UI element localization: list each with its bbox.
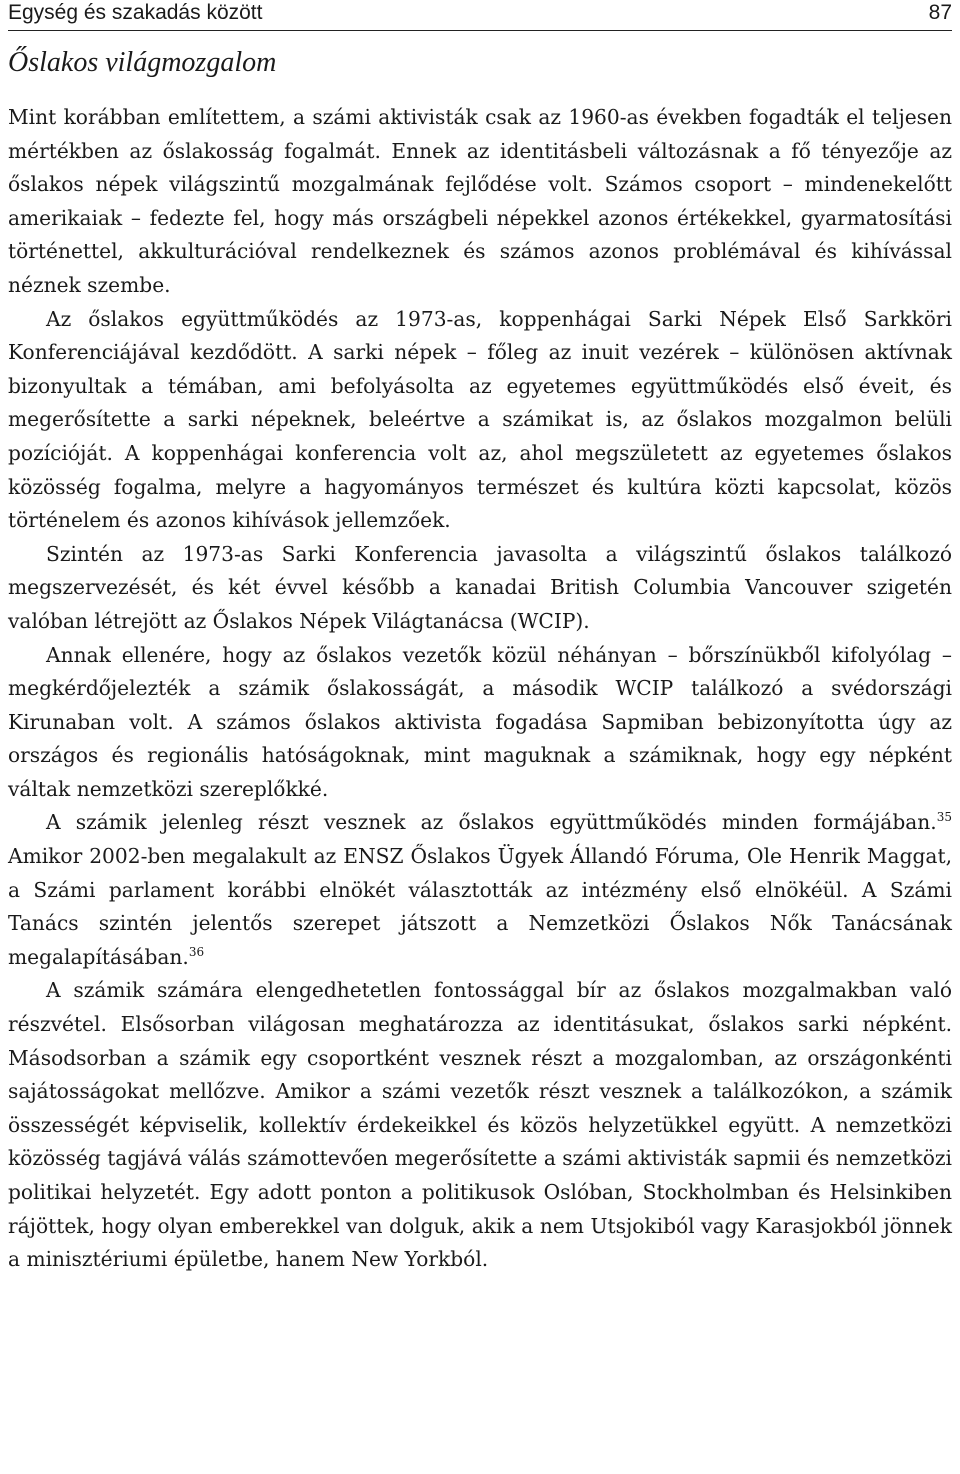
paragraph: Annak ellenére, hogy az őslakos vezetők közül néhányan – bőrszínükből kifolyólag – megkérdőjelezték a számik őslakosságát, a második WCIP találkozó a svédországi Kirunaban volt. A számos őslakos aktivista fogadása Sapmiban bebizonyította úgy az országos és regionális hatóságoknak, mint maguknak a számiknak, hogy egy népként váltak nemzetközi szereplőkké.	[8, 642, 952, 801]
running-header	[8, 0, 952, 31]
paragraph: A számik számára elengedhetetlen fontossággal bír az őslakos mozgalmakban való részvétel. Elsősorban világosan meghatározza az identitásukat, őslakos sarki népként. Másodsorban a számik egy csoportként vesznek részt a mozgalomban, az országonkénti sajátosságokat mellőzve. Amikor a számi vezetők részt vesznek a találkozókon, a számik összességét képviselik, kollektív érdekeikkel és közös helyzetükkel együtt. A nemzetközi közösség tagjává válás számottevően megerősítette a számi aktivisták sapmii és nemzetközi politikai helyzetét. Egy adott ponton a politikusok Oslóban, Stockholmban és Helsinkiben rájöttek, hogy olyan emberekkel van dolguk, akik a nem Utsjokiból vagy Karasjokból jönnek a minisztériumi épületbe, hanem New Yorkból.	[8, 978, 952, 1272]
paragraph: Mint korábban említettem, a számi aktivisták csak az 1960-as években fogadták el teljesen mértékben az őslakosság fogalmát. Ennek az identitásbeli változásnak a fő tényezője az őslakos népek világszintű mozgalmának fejlődése volt. Számos csoport – mindenekelőtt amerikaiak – fedezte fel, hogy más országbeli népekkel azonos értékekkel, gyarmatosítási történettel, akkulturációval rendelkeznek és számos azonos problémával és kihívással néznek szembe.	[8, 105, 952, 297]
paragraph-text: A számik jelenleg részt vesznek az őslakos együttműködés minden formájában.	[46, 810, 937, 835]
running-title: Egység és szakadás között	[8, 1, 263, 24]
page-number: 87	[928, 1, 952, 24]
paragraph: Az őslakos együttműködés az 1973-as, koppenhágai Sarki Népek Első Sarkköri Konferenciájával kezdődött. A sarki népek – főleg az inuit vezérek – különösen aktívnak bizonyultak a témában, ami befolyásolta az egyetemes együttműködés első éveit, és megerősítette a sarki népeknek, beleértve a számikat is, az őslakos mozgalmon belüli pozícióját. A koppenhágai konferencia volt az, ahol megszületett az egyetemes őslakos közösség fogalma, melyre a hagyományos természet és kultúra közti kapcsolat, közös történelem és azonos kihívások jellemzőek.	[8, 306, 952, 533]
paragraph: Szintén az 1973-as Sarki Konferencia javasolta a világszintű őslakos találkozó megszervezését, és két évvel később a kanadai British Columbia Vancouver szigetén valóban létrejött az Őslakos Népek Világtanácsa (WCIP).	[8, 541, 952, 633]
footnote-ref[interactable]: 36	[188, 944, 205, 959]
body-text	[8, 101, 952, 1277]
section-heading: Őslakos világmozgalom	[8, 47, 277, 78]
paragraph	[8, 806, 952, 974]
footnote-ref[interactable]: 35	[936, 810, 952, 825]
paragraph-text: Amikor 2002-ben megalakult az ENSZ Őslakos Ügyek Állandó Fóruma, Ole Henrik Maggat, a Számi parlament korábbi elnökét választották az intézmény első elnökéül. A Számi Tanács szintén jelentős szerepet játszott a Nemzetközi Őslakos Nők Tanácsának megalapításában.	[8, 844, 952, 969]
document-page	[8, 0, 952, 1277]
